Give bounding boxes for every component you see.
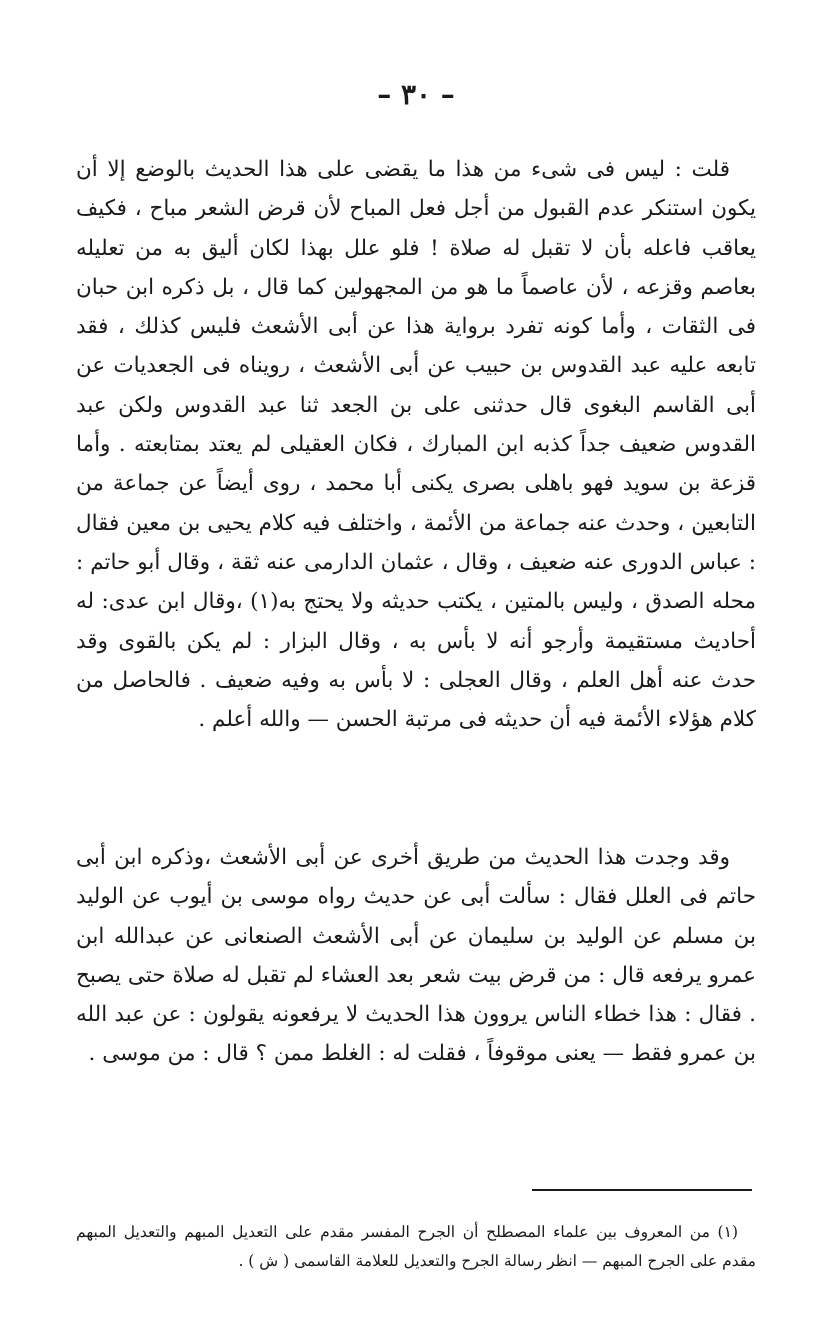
paragraph-2: وقد وجدت هذا الحديث من طريق أخرى عن أبى الأشعث ،وذكره ابن أبى حاتم فى العلل فقال : سألت أبى عن حديث رواه موسى بن أيوب عن الوليد بن مسلم عن الوليد بن سليمان عن أبى الأشعث الصنعانى عن عبدالله ابن عمرو يرفعه قال : من قرض بيت شعر بعد العشاء لم تقبل له صلاة حتى يصبح . فقال : هذا خطاء الناس يروون هذا الحديث لا يرفعونه يقولون : عن عبد الله بن عمرو فقط — يعنى موقوفاً ، فقلت له : الغلط ممن ؟ قال : من موسى .: [76, 845, 756, 1067]
footnote-block: [76, 1218, 756, 1276]
footnote-text: (١) من المعروف بين علماء المصطلح أن الجرح المفسر مقدم على التعديل المبهم والتعديل المبهم مقدم على الجرح المبهم — انظر رسالة الجرح والتعديل للعلامة القاسمى ( ش ) .: [76, 1223, 756, 1270]
footnote-divider: [532, 1189, 752, 1191]
page-number: – ٣٠ –: [377, 78, 455, 111]
main-text-block-1: [76, 150, 756, 739]
main-text-block-2: [76, 838, 756, 1074]
paragraph-1: قلت : ليس فى شىء من هذا ما يقضى على هذا الحديث بالوضع إلا أن يكون استنكر عدم القبول من أجل فعل المباح لأن قرض الشعر مباح ، فكيف يعاقب فاعله بأن لا تقبل له صلاة ! فلو علل بهذا لكان أليق به من تعليله بعاصم وقزعه ، لأن عاصماً ما هو من المجهولين كما قال ، بل ذكره ابن حبان فى الثقات ، وأما كونه تفرد برواية هذا عن أبى الأشعث فليس كذلك ، فقد تابعه عليه عبد القدوس بن حبيب عن أبى الأشعث ، رويناه فى الجعديات عن أبى القاسم البغوى قال حدثنى على بن الجعد ثنا عبد القدوس ولكن عبد القدوس ضعيف جداً كذبه ابن المبارك ، فكان العقيلى لم يعتد بمتابعته . وأما قزعة بن سويد فهو باهلى بصرى يكنى أبا محمد ، روى أيضاً عن جماعة من التابعين ، وحدث عنه جماعة من الأئمة ، واختلف فيه كلام يحيى بن معين فقال : عباس الدورى عنه ضعيف ، وقال ، عثمان الدارمى عنه ثقة ، وقال أبو حاتم : محله الصدق ، وليس بالمتين ، يكتب حديثه ولا يحتج به(١) ،وقال ابن عدى: له أحاديث مستقيمة وأرجو أنه لا بأس به ، وقال البزار : لم يكن بالقوى وقد حدث عنه أهل العلم ، وقال العجلى : لا بأس به وفيه ضعيف . فالحاصل من كلام هؤلاء الأئمة فيه أن حديثه فى مرتبة الحسن — والله أعلم .: [76, 157, 756, 733]
